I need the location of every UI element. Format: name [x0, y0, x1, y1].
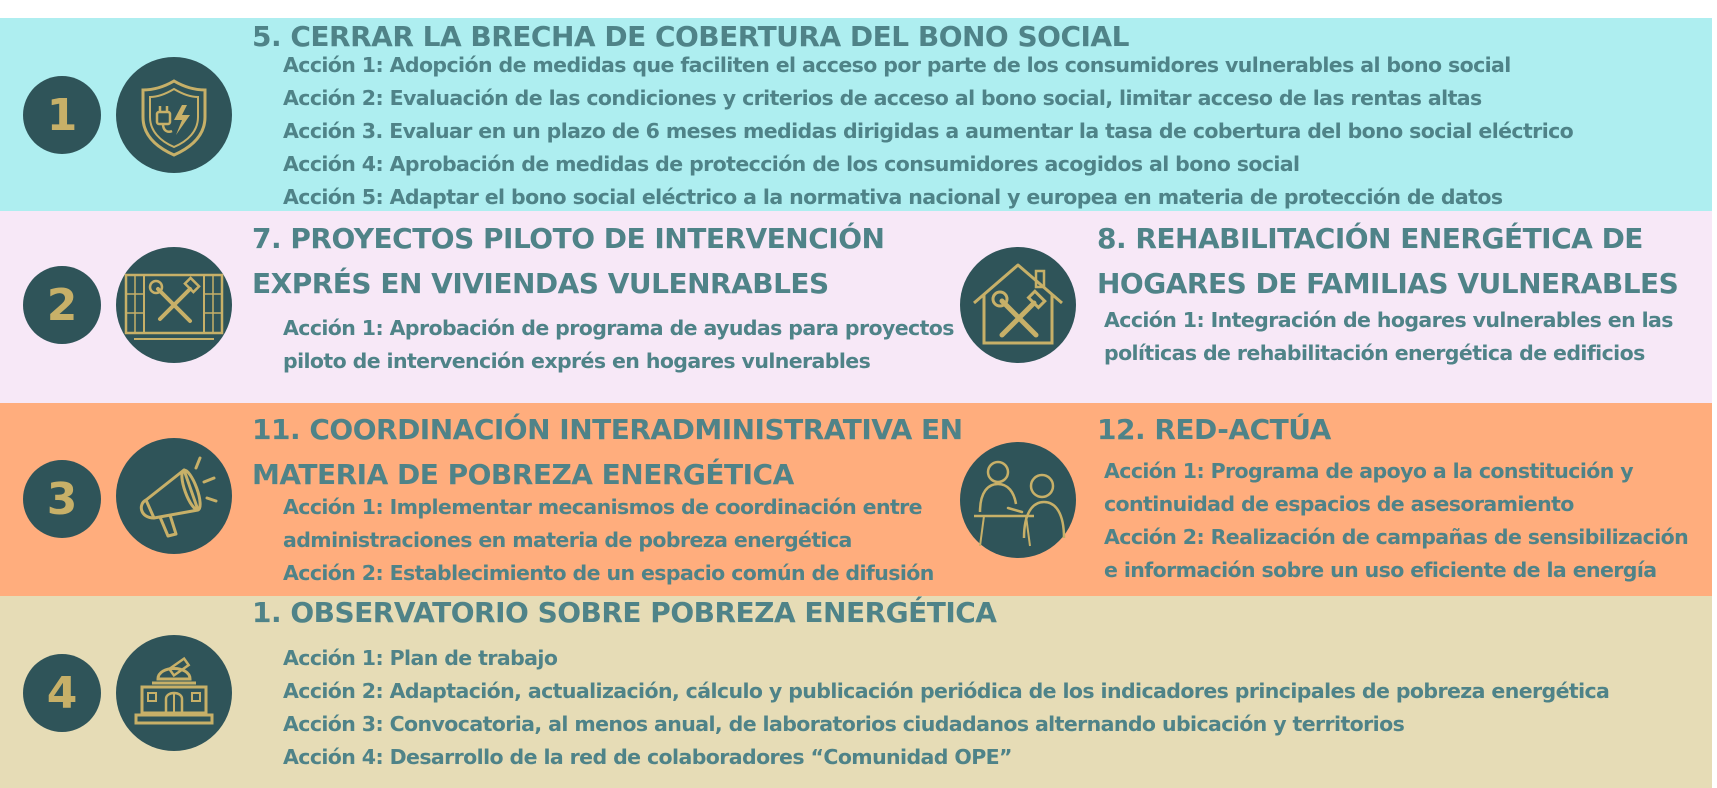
- section-11-action: administraciones en materia de pobreza energética: [283, 528, 852, 552]
- consultation-icon: [960, 442, 1076, 558]
- section-11-action: Acción 2: Establecimiento de un espacio común de difusión: [283, 561, 934, 585]
- section-7-action: Acción 1: Aprobación de programa de ayudas para proyectos: [283, 316, 954, 340]
- section-11-title-line: 11. COORDINACIÓN INTERADMINISTRATIVA EN: [252, 413, 963, 446]
- section-1-title-line: 1. OBSERVATORIO SOBRE POBREZA ENERGÉTICA: [252, 596, 997, 629]
- house-tools-icon: [960, 247, 1076, 363]
- row-1-number: 1: [23, 76, 101, 154]
- section-5-action: Acción 2: Evaluación de las condiciones y criterios de acceso al bono social, limitar acceso de las rentas altas: [283, 86, 1482, 110]
- section-11-action: Acción 1: Implementar mecanismos de coordinación entre: [283, 495, 922, 519]
- section-12-action: continuidad de espacios de asesoramiento: [1104, 492, 1574, 516]
- section-8-action: Acción 1: Integración de hogares vulnerables en las: [1104, 308, 1673, 332]
- section-7-actions: [283, 312, 954, 378]
- section-5-action: Acción 3. Evaluar en un plazo de 6 meses medidas dirigidas a aumentar la tasa de cobertura del bono social eléctrico: [283, 119, 1574, 143]
- shield-lightning-icon: [116, 57, 232, 173]
- section-12-action: Acción 2: Realización de campañas de sensibilización: [1104, 525, 1689, 549]
- window-tools-icon: [116, 247, 232, 363]
- section-7-action: piloto de intervención exprés en hogares vulnerables: [283, 349, 871, 373]
- section-11-actions: [283, 491, 934, 590]
- row-2-number: 2: [23, 266, 101, 344]
- section-12-action: Acción 1: Programa de apoyo a la constitución y: [1104, 459, 1634, 483]
- row-3-number: 3: [23, 460, 101, 538]
- section-5-action: Acción 5: Adaptar el bono social eléctrico a la normativa nacional y europea en materia de protección de datos: [283, 185, 1503, 209]
- section-1-actions: [283, 642, 1609, 774]
- section-7-title-line: 7. PROYECTOS PILOTO DE INTERVENCIÓN: [252, 222, 885, 255]
- section-7-title: [252, 216, 884, 306]
- section-8-actions: [1104, 304, 1673, 370]
- section-5-action: Acción 4: Aprobación de medidas de protección de los consumidores acogidos al bono social: [283, 152, 1300, 176]
- section-5-title-line: 5. CERRAR LA BRECHA DE COBERTURA DEL BONO SOCIAL: [252, 20, 1129, 53]
- section-11-title: [252, 407, 963, 497]
- section-5-actions: [283, 49, 1573, 214]
- row-4-number: 4: [23, 654, 101, 732]
- section-7-title-line: EXPRÉS EN VIVIENDAS VULENRABLES: [252, 267, 829, 300]
- section-8-action: políticas de rehabilitación energética de edificios: [1104, 341, 1645, 365]
- section-1-action: Acción 1: Plan de trabajo: [283, 646, 558, 670]
- section-12-actions: [1104, 455, 1688, 587]
- observatory-icon: [116, 635, 232, 751]
- section-1-title: [252, 590, 996, 635]
- megaphone-icon: [116, 438, 232, 554]
- section-11-title-line: MATERIA DE POBREZA ENERGÉTICA: [252, 458, 794, 491]
- section-12-title-line: 12. RED-ACTÚA: [1097, 413, 1331, 446]
- section-8-title-line: HOGARES DE FAMILIAS VULNERABLES: [1097, 267, 1679, 300]
- section-12-title: [1097, 407, 1331, 452]
- section-8-title: [1097, 216, 1678, 306]
- section-1-action: Acción 2: Adaptación, actualización, cálculo y publicación periódica de los indicadores principales de pobreza energética: [283, 679, 1610, 703]
- section-1-action: Acción 3: Convocatoria, al menos anual, de laboratorios ciudadanos alternando ubicación y territorios: [283, 712, 1405, 736]
- section-1-action: Acción 4: Desarrollo de la red de colaboradores “Comunidad OPE”: [283, 745, 1012, 769]
- section-8-title-line: 8. REHABILITACIÓN ENERGÉTICA DE: [1097, 222, 1643, 255]
- section-5-action: Acción 1: Adopción de medidas que faciliten el acceso por parte de los consumidores vulnerables al bono social: [283, 53, 1511, 77]
- section-12-action: e información sobre un uso eficiente de la energía: [1104, 558, 1657, 582]
